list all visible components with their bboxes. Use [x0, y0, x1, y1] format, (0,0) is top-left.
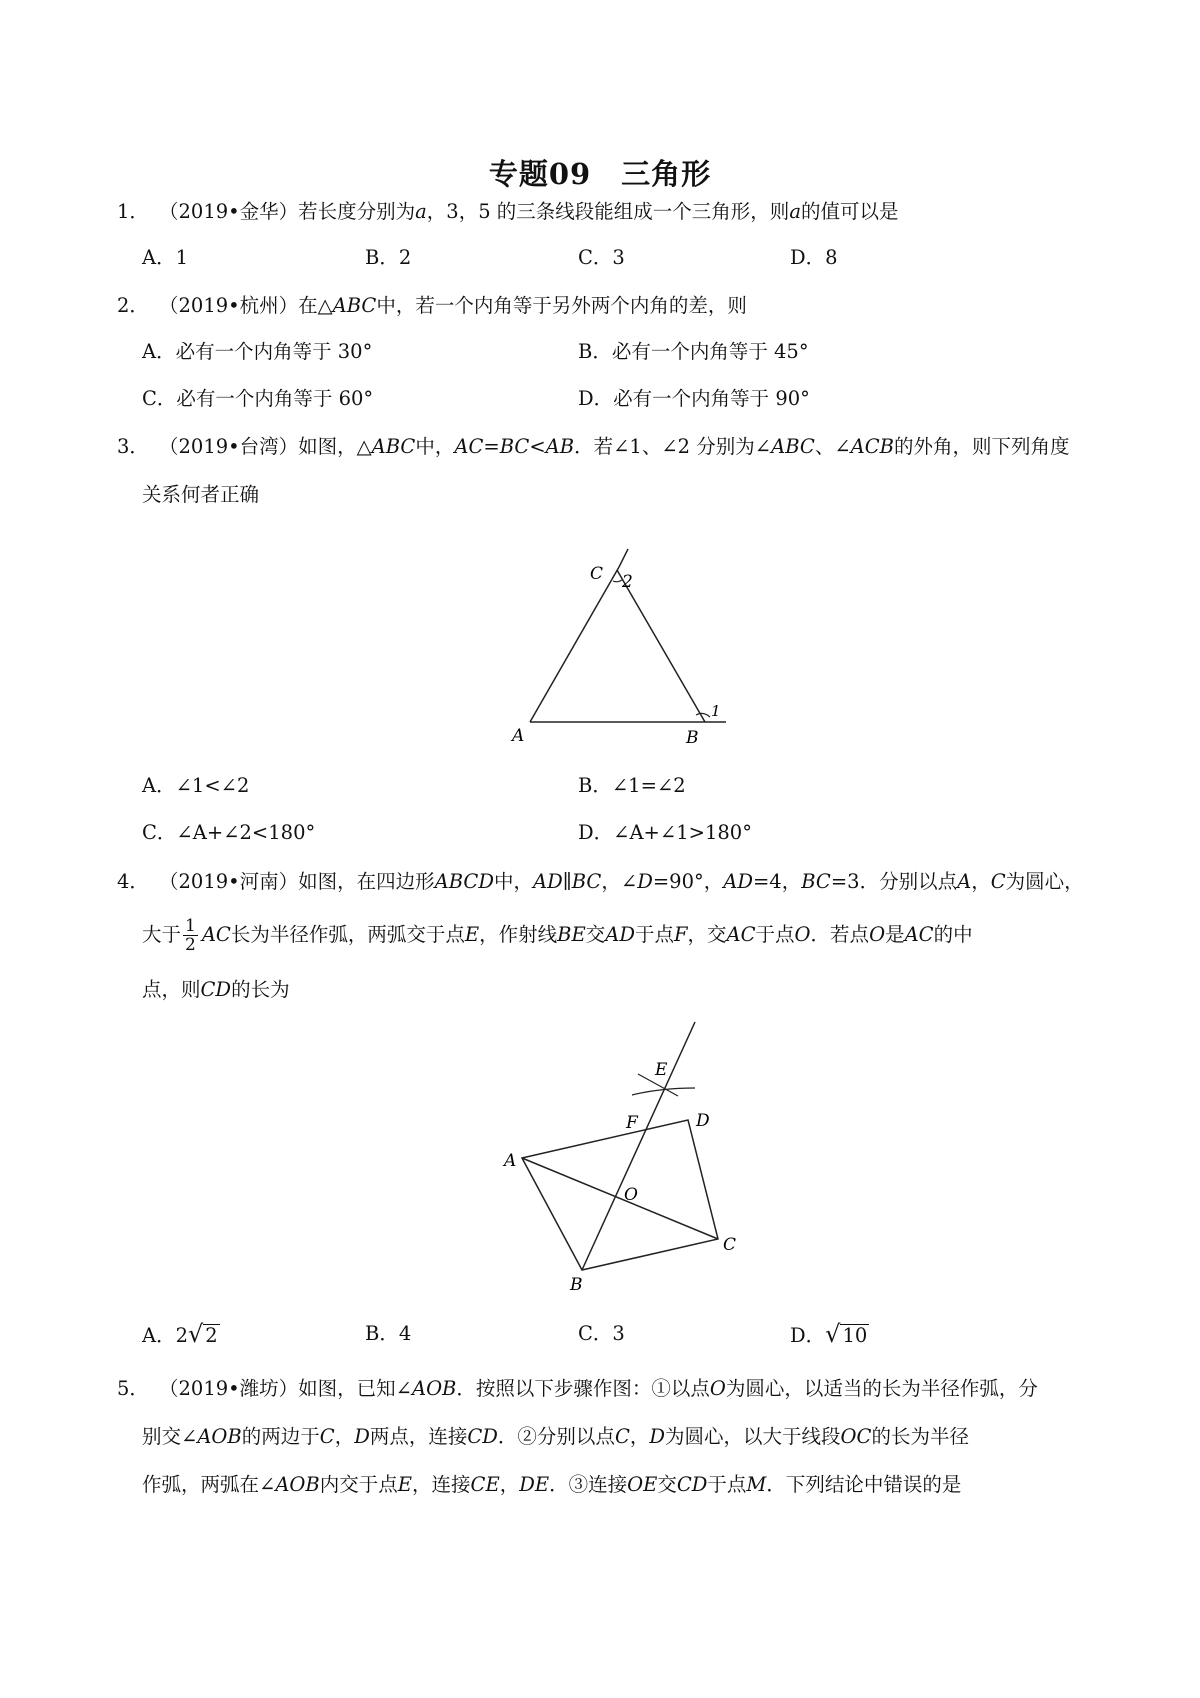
stem-text: 交: [585, 923, 606, 946]
point-label-c: C: [590, 564, 604, 584]
stem-text: 于点: [755, 923, 795, 946]
question-source: （2019•台湾）: [159, 435, 299, 458]
question-source: （2019•潍坊）: [159, 1377, 299, 1400]
math-var: DE: [519, 1473, 550, 1496]
question-4-stem: [117, 868, 1084, 896]
math-var: OC: [840, 1425, 872, 1448]
math-var: ABCD: [434, 870, 494, 893]
stem-text: =90°，: [652, 870, 724, 893]
stem-text: 在△: [298, 294, 333, 317]
stem-text: 作弧，两弧在∠: [142, 1473, 276, 1496]
option-b: B．2: [365, 246, 412, 269]
fraction-denominator: 2: [185, 935, 196, 955]
option-c: C．3: [578, 246, 625, 269]
stem-text: =4，: [752, 870, 802, 893]
math-var: ACB: [850, 435, 894, 458]
math-var: D: [354, 1425, 370, 1448]
question-4-stem-line3: [142, 976, 290, 1004]
stem-text: =3．分别以点: [830, 870, 958, 893]
stem-text: 的长为半径: [871, 1425, 969, 1448]
math-var: AC: [904, 923, 934, 946]
math-var: AD: [723, 870, 753, 893]
radicand: 10: [842, 1324, 868, 1347]
math-var: a: [789, 200, 801, 223]
math-var: E: [464, 923, 480, 946]
stem-text: ．若∠1、∠2 分别为∠: [574, 435, 772, 458]
stem-text: 为圆心，: [1005, 870, 1084, 893]
segment-ac-extended: [619, 549, 628, 567]
question-5-stem-line3: [142, 1471, 961, 1499]
math-var: D: [637, 870, 653, 893]
math-expr: AD∥BC: [533, 870, 602, 893]
math-var: AOB: [275, 1473, 320, 1496]
question-5-stem-line2: [142, 1423, 969, 1451]
stem-text: ，作射线: [479, 923, 558, 946]
option-d-prefix: D．: [790, 1324, 826, 1347]
stem-text: ．若点: [810, 923, 870, 946]
stem-text: 别交∠: [142, 1425, 198, 1448]
math-var: AOB: [197, 1425, 242, 1448]
math-var: O: [709, 1377, 726, 1400]
ray-be: [582, 1022, 695, 1270]
stem-text: 中，: [494, 870, 534, 893]
math-var: CD: [467, 1425, 498, 1448]
math-var: BC: [801, 870, 831, 893]
stem-text: 中，: [415, 435, 455, 458]
stem-text: ，: [971, 870, 991, 893]
stem-text: 的两边于: [241, 1425, 320, 1448]
stem-text: ．按照以下步骤作图：①以点: [456, 1377, 710, 1400]
question-source: （2019•杭州）: [159, 294, 299, 317]
option-b: B．必有一个内角等于 45°: [578, 340, 809, 363]
question-3-stem: [117, 433, 1070, 461]
math-var: ABC: [371, 435, 416, 458]
question-5-stem: [117, 1375, 1038, 1403]
stem-text: 的值可以是: [800, 200, 899, 223]
stem-text: ，交: [687, 923, 727, 946]
question-4-stem-line2: [142, 917, 973, 954]
stem-text: 长为半径作弧，两弧交于点: [230, 923, 465, 946]
stem-text: 如图，在四边形: [298, 870, 435, 893]
option-c: C．3: [578, 1322, 625, 1345]
stem-text: 如图，已知∠: [298, 1377, 412, 1400]
stem-text: 的外角，则下列角度: [894, 435, 1070, 458]
math-var: C: [319, 1425, 335, 1448]
question-number: 3．: [117, 435, 149, 458]
stem-text: 交: [657, 1473, 677, 1496]
question-3-stem-line2: 关系何者正确: [142, 483, 260, 506]
question-source: （2019•金华）: [159, 200, 299, 223]
question-1-stem: [117, 198, 898, 226]
math-var: CD: [200, 978, 232, 1001]
math-var: A: [957, 870, 972, 893]
math-var: CD: [676, 1473, 708, 1496]
stem-text: 若长度分别为: [298, 200, 416, 223]
option-d: D．8: [790, 246, 838, 269]
fraction-one-half: [183, 917, 198, 954]
stem-text: ．②分别以点: [497, 1425, 615, 1448]
math-var: M: [746, 1473, 767, 1496]
radicand: 2: [205, 1324, 218, 1347]
math-var: AC: [201, 923, 231, 946]
stem-text: 为圆心，以适当的长为半径作弧，分: [725, 1377, 1038, 1400]
math-var: O: [794, 923, 811, 946]
stem-text: ，3，5 的三条线段能组成一个三角形，则: [426, 200, 790, 223]
math-var: CE: [470, 1473, 500, 1496]
stem-text: 为圆心，以大于线段: [665, 1425, 841, 1448]
quadrilateral-abcd: [522, 1120, 718, 1270]
point-label-d: D: [696, 1111, 710, 1131]
triangle-figure: [500, 545, 740, 750]
question-source: （2019•河南）: [159, 870, 299, 893]
question-number: 4．: [117, 870, 149, 893]
math-var: C: [990, 870, 1006, 893]
question-number: 1．: [117, 200, 149, 223]
stem-text: 的中: [933, 923, 973, 946]
stem-text: ，∠: [601, 870, 638, 893]
angle-label-2: 2: [622, 572, 633, 592]
angle-2-arc: [613, 580, 622, 582]
stem-text: 于点: [707, 1473, 747, 1496]
question-number: 2．: [117, 294, 149, 317]
angle-1-arc: [696, 713, 710, 717]
stem-text: 于点: [634, 923, 674, 946]
point-label-c: C: [723, 1235, 737, 1255]
stem-text: ，: [334, 1425, 355, 1448]
option-b: B．∠1=∠2: [578, 774, 686, 797]
option-a: A．∠1<∠2: [142, 774, 250, 797]
page-title: 专题09 三角形: [488, 157, 712, 191]
point-label-b: B: [686, 728, 699, 748]
diagonal-ac: [522, 1158, 718, 1239]
math-var: OE: [627, 1473, 658, 1496]
math-expr: AC=BC<AB: [454, 435, 575, 458]
segment-ac: [530, 567, 619, 722]
question-2-stem: [117, 292, 747, 320]
math-var: F: [673, 923, 688, 946]
point-label-b: B: [570, 1275, 583, 1290]
stem-text: 两点，连接: [369, 1425, 468, 1448]
option-a: A．1: [142, 246, 188, 269]
option-a: A．必有一个内角等于 30°: [142, 340, 373, 363]
stem-text: ，: [629, 1425, 650, 1448]
stem-text: 、∠: [814, 435, 851, 458]
stem-text: 点，则: [142, 978, 201, 1001]
math-var: a: [415, 200, 427, 223]
point-label-a: A: [504, 1151, 517, 1171]
stem-text: 大于: [142, 923, 182, 946]
math-var: O: [869, 923, 886, 946]
stem-text: ，: [499, 1473, 520, 1496]
stem-text: 的长为: [231, 978, 290, 1001]
radical-sign: √: [825, 1320, 841, 1348]
option-a: [142, 1320, 220, 1350]
stem-text: ，连接: [412, 1473, 471, 1496]
stem-text: 如图，△: [298, 435, 372, 458]
stem-text: ．下列结论中错误的是: [766, 1473, 962, 1496]
point-label-f: F: [626, 1113, 638, 1133]
math-var: ABC: [771, 435, 815, 458]
option-b: B．4: [365, 1322, 412, 1345]
math-var: D: [649, 1425, 666, 1448]
point-label-o: O: [624, 1185, 638, 1205]
segment-bc: [617, 570, 705, 722]
math-var: AD: [605, 923, 635, 946]
math-var: ABC: [332, 294, 377, 317]
option-a-prefix: A．2: [142, 1324, 188, 1347]
stem-text: 是: [885, 923, 905, 946]
option-c: C．必有一个内角等于 60°: [142, 387, 374, 410]
stem-text: ．③连接: [549, 1473, 628, 1496]
fraction-numerator: 1: [185, 916, 196, 936]
option-d: [790, 1320, 869, 1350]
angle-label-1: 1: [711, 702, 721, 720]
math-var: E: [397, 1473, 413, 1496]
radical-sign: √: [188, 1320, 204, 1348]
stem-text: 中，若一个内角等于另外两个内角的差，则: [376, 294, 747, 317]
option-d: D．∠A+∠1>180°: [578, 821, 752, 844]
math-var: C: [614, 1425, 630, 1448]
question-number: 5．: [117, 1377, 149, 1400]
option-c: C．∠A+∠2<180°: [142, 821, 316, 844]
option-d: D．必有一个内角等于 90°: [578, 387, 810, 410]
math-var: BE: [557, 923, 586, 946]
stem-text: 内交于点: [319, 1473, 398, 1496]
quadrilateral-figure: [500, 1010, 740, 1290]
point-label-a: A: [512, 726, 525, 746]
math-var: AOB: [411, 1377, 457, 1400]
math-var: AC: [726, 923, 756, 946]
point-label-e: E: [655, 1060, 668, 1080]
